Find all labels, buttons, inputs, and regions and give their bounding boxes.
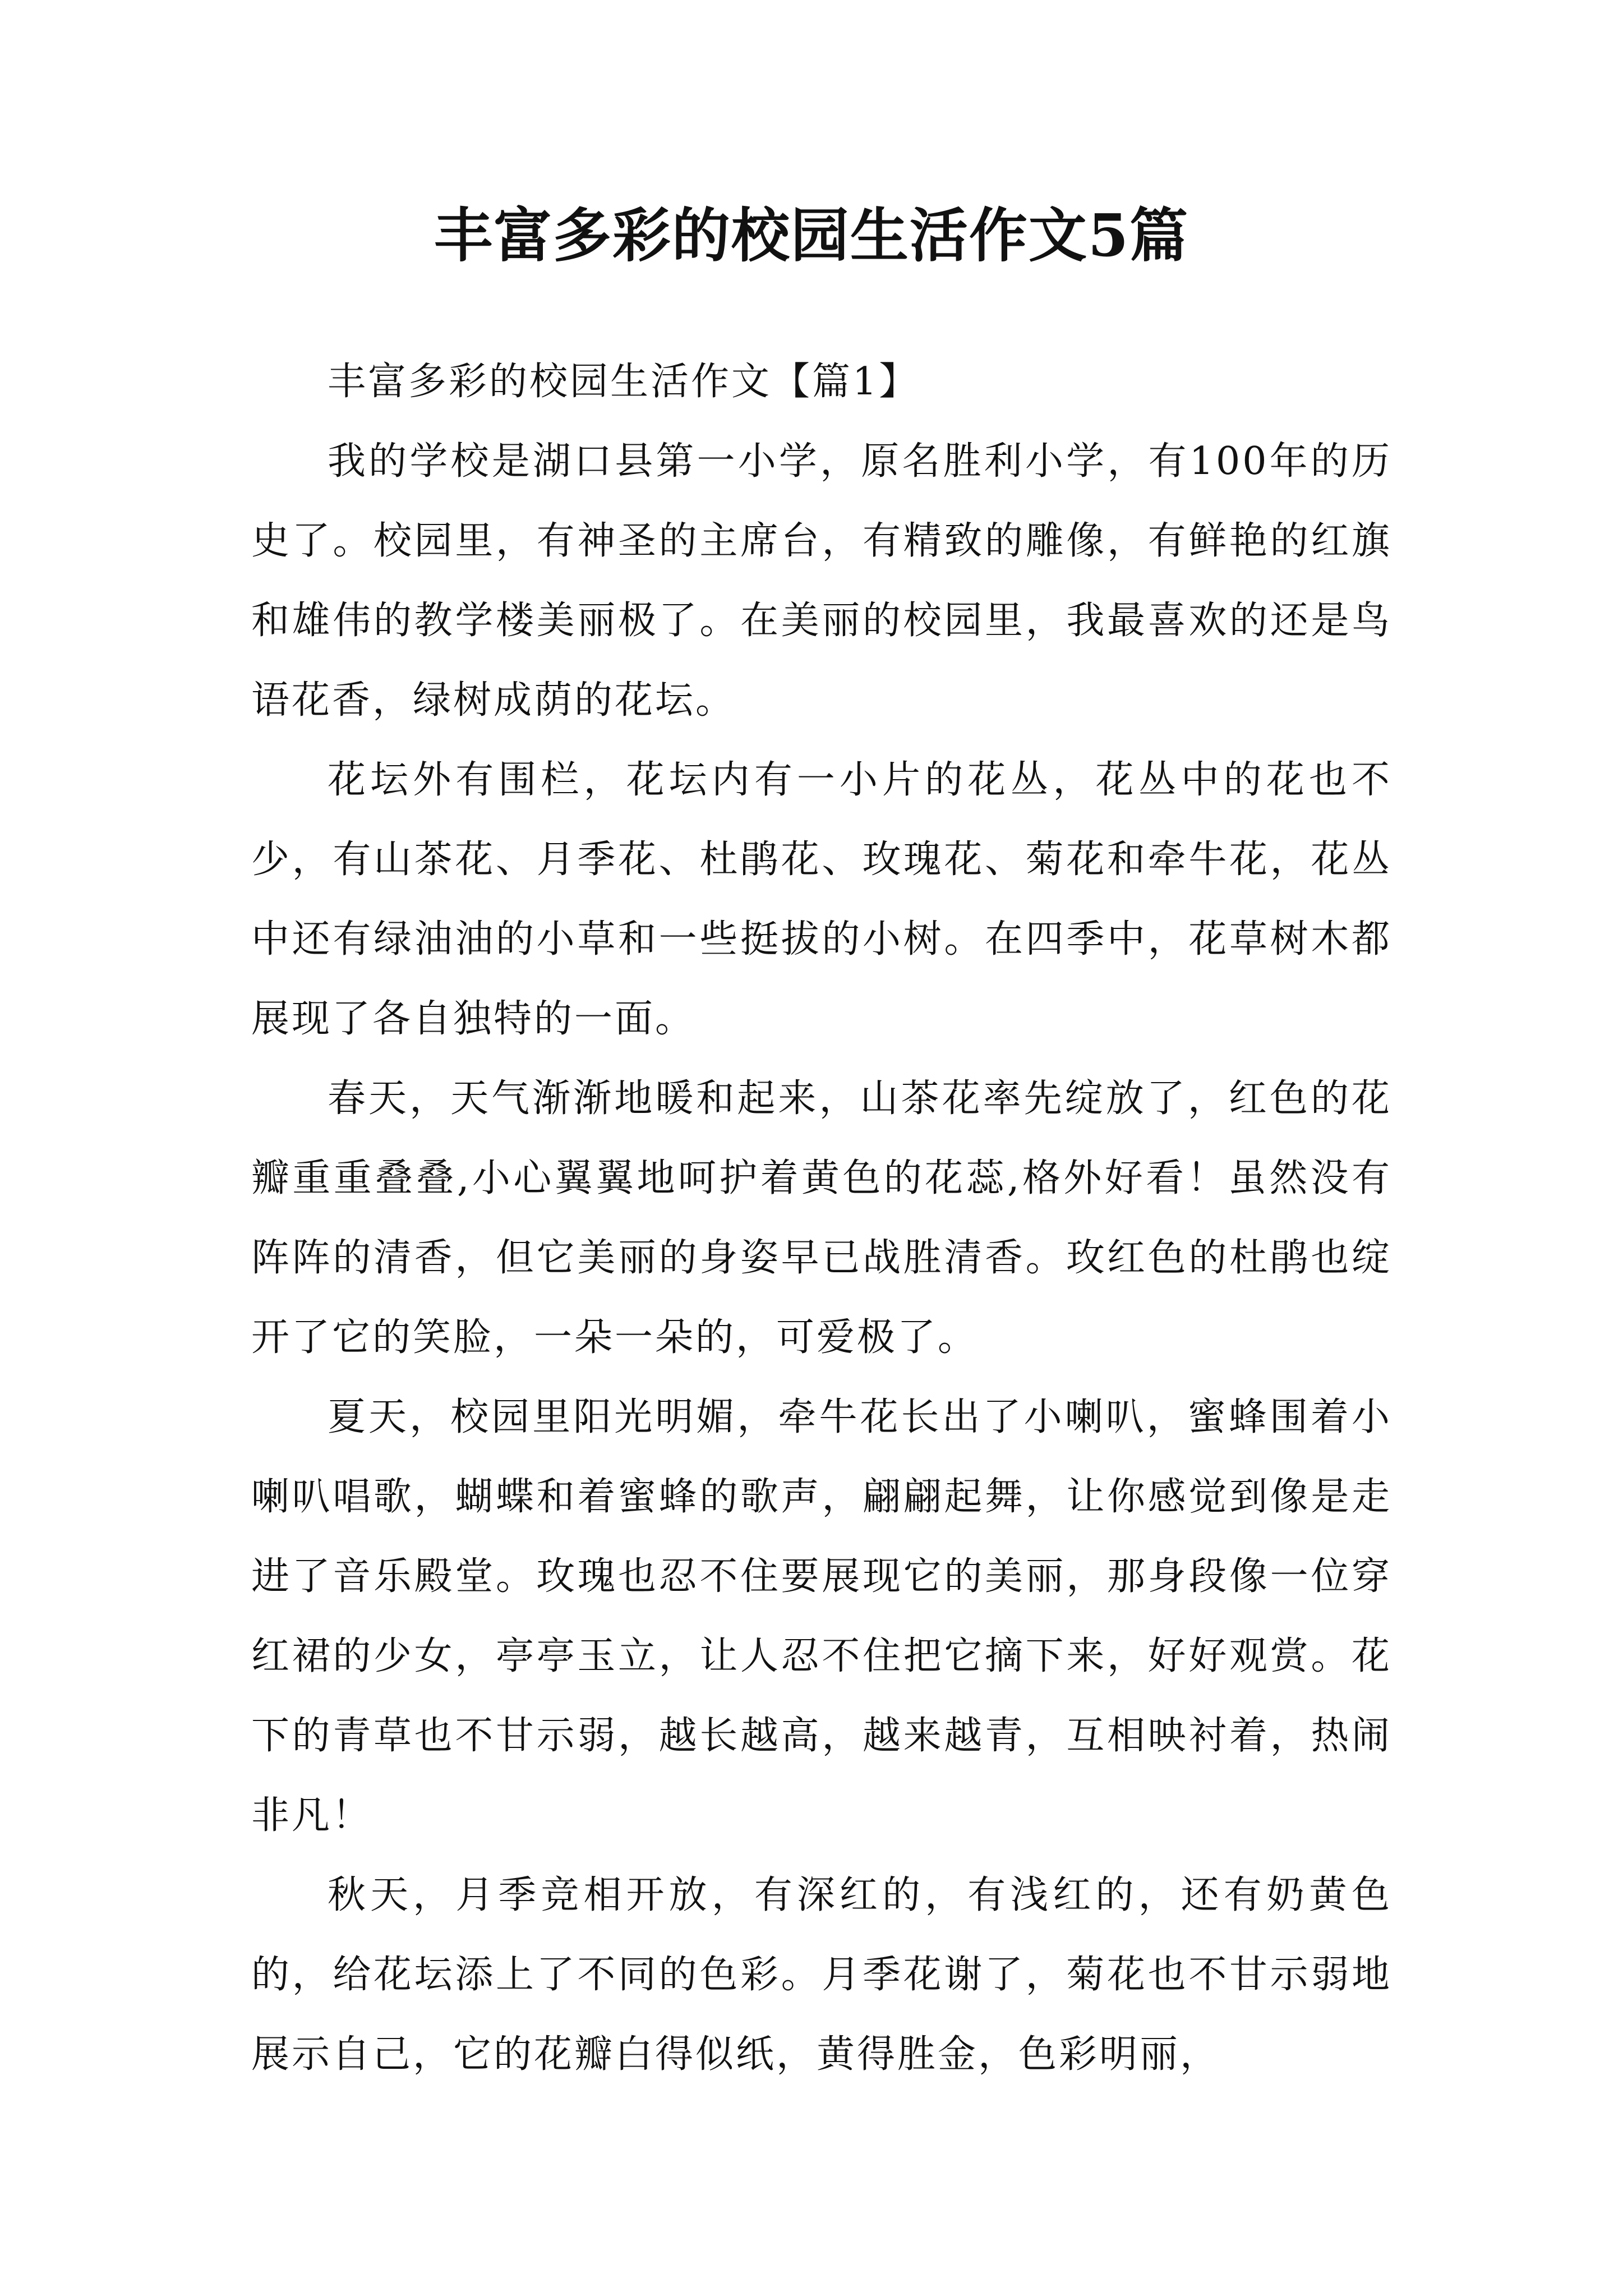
paragraph: 春天，天气渐渐地暖和起来，山茶花率先绽放了，红色的花瓣重重叠叠,小心翼翼地呵护着黄色的花蕊,格外好看！虽然没有阵阵的清香，但它美丽的身姿早已战胜清香。玫红色的杜鹃也绽开了它的笑脸，一朵一朵的，可爱极了。 xyxy=(251,1076,1392,1360)
document-body xyxy=(251,342,1392,2095)
paragraph: 花坛外有围栏，花坛内有一小片的花丛，花丛中的花也不少，有山茶花、月季花、杜鹃花、玫瑰花、菊花和牵牛花，花丛中还有绿油油的小草和一些挺拔的小树。在四季中，花草树木都展现了各自独特的一面。 xyxy=(251,758,1392,1041)
paragraph: 夏天，校园里阳光明媚，牵牛花长出了小喇叭，蜜蜂围着小喇叭唱歌，蝴蝶和着蜜蜂的歌声，翩翩起舞，让你感觉到像是走进了音乐殿堂。玫瑰也忍不住要展现它的美丽，那身段像一位穿红裙的少女，亭亭玉立，让人忍不住把它摘下来，好好观赏。花下的青草也不甘示弱，越长越高，越来越青，互相映衬着，热闹非凡！ xyxy=(251,1395,1392,1838)
document-title: 丰富多彩的校园生活作文5篇 xyxy=(434,201,1189,270)
section-heading: 丰富多彩的校园生活作文【篇1】 xyxy=(328,360,920,404)
paragraph: 我的学校是湖口县第一小学，原名胜利小学，有100年的历史了。校园里，有神圣的主席台，有精致的雕像，有鲜艳的红旗和雄伟的教学楼美丽极了。在美丽的校园里，我最喜欢的还是鸟语花香，绿树成荫的花坛。 xyxy=(251,439,1392,723)
paragraph: 秋天，月季竞相开放，有深红的，有浅红的，还有奶黄色的，给花坛添上了不同的色彩。月季花谢了，菊花也不甘示弱地展示自己，它的花瓣白得似纸，黄得胜金，色彩明丽， xyxy=(251,1873,1392,2077)
